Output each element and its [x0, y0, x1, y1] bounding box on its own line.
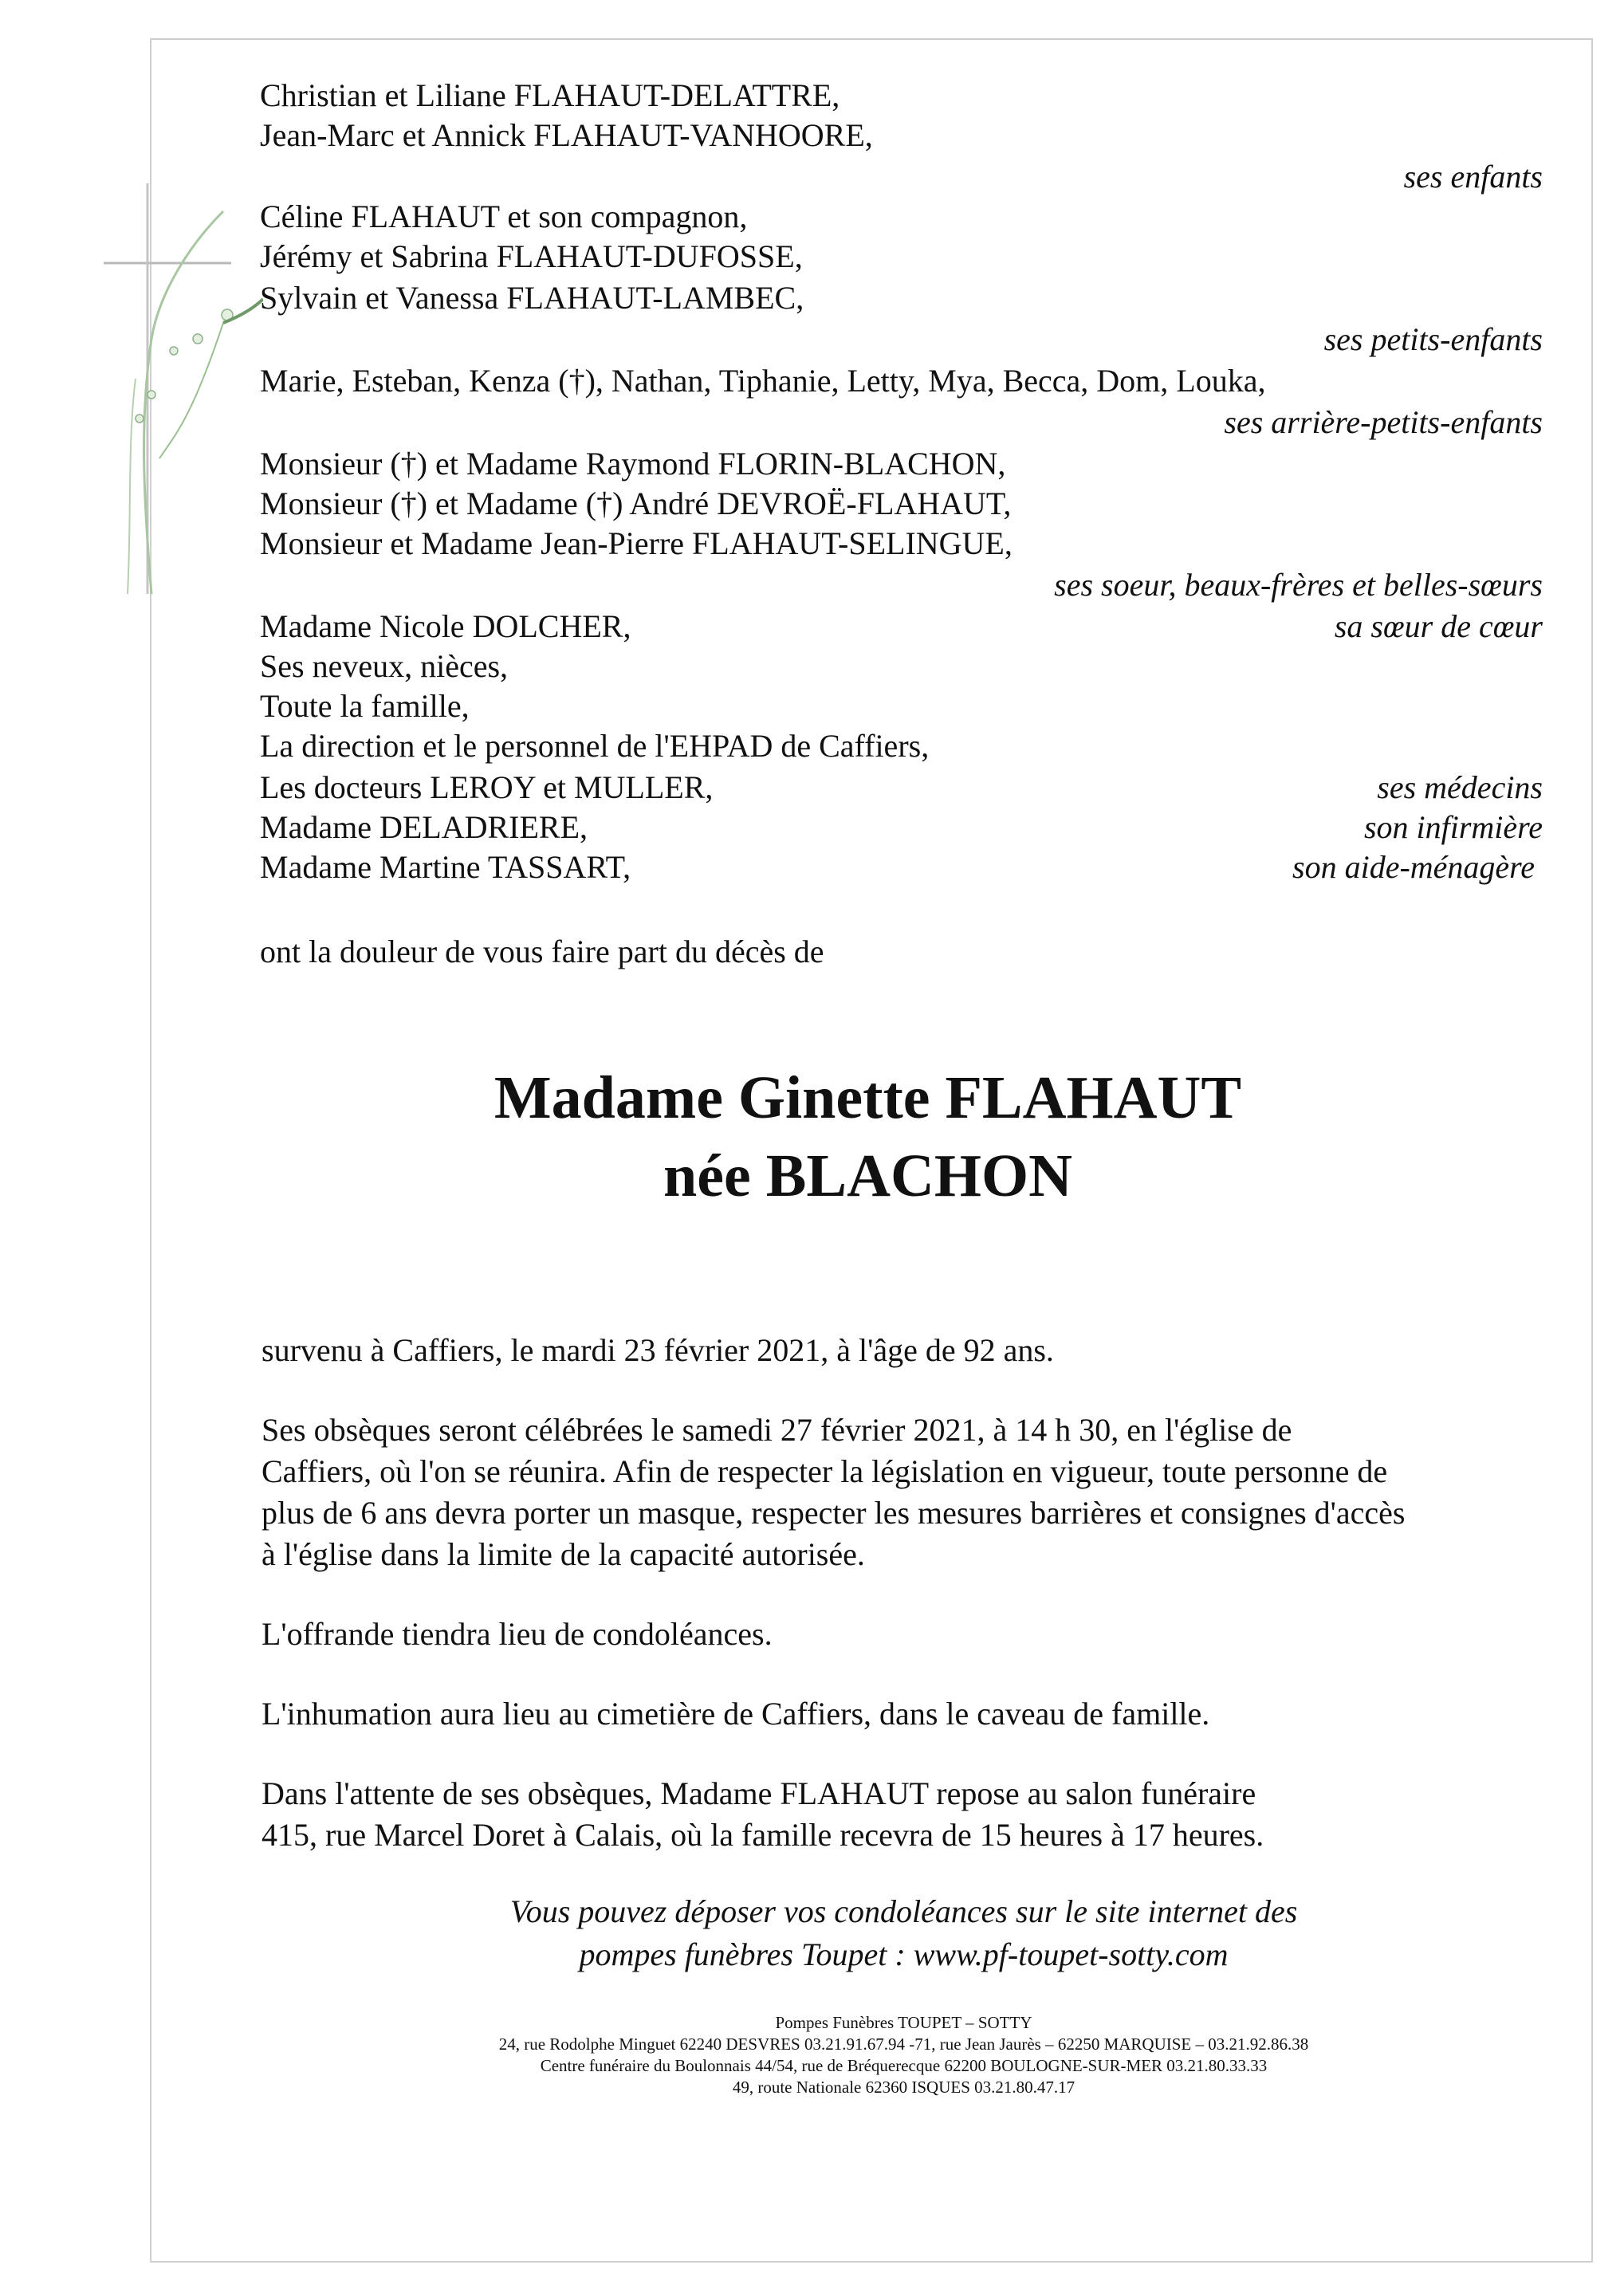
condolences-line-2: pompes funèbres Toupet : www.pf-toupet-sotty.com — [579, 1936, 1229, 1972]
ehpad-staff: La direction et le personnel de l'EHPAD de Caffiers, — [260, 728, 930, 764]
nurse: Madame DELADRIERE, — [260, 809, 588, 845]
deceased-name: Madame Ginette FLAHAUT — [493, 1064, 1242, 1131]
deceased-maiden-name: née BLACHON — [663, 1142, 1072, 1209]
helper: Madame Martine TASSART, — [260, 849, 631, 885]
rest-line-1: Dans l'attente de ses obsèques, Madame FLAHAUT repose au salon funéraire — [261, 1775, 1256, 1811]
great-grandchildren: Marie, Esteban, Kenza (†), Nathan, Tiphanie, Letty, Mya, Becca, Dom, Louka, — [260, 363, 1266, 399]
footer-address-1: 24, rue Rodolphe Minguet 62240 DESVRES 03.21.91.67.94 -71, rue Jean Jaurès – 62250 MARQUISE – 03.21.92.86.38 — [498, 2035, 1309, 2054]
rest-line-2: 415, rue Marcel Doret à Calais, où la famille recevra de 15 heures à 17 heures. — [261, 1817, 1264, 1853]
burial: L'inhumation aura lieu au cimetière de Caffiers, dans le caveau de famille. — [261, 1696, 1210, 1732]
funeral-line-4: à l'église dans la limite de la capacité autorisée. — [261, 1536, 865, 1572]
doctors-role: ses médecins — [1377, 769, 1543, 805]
offering: L'offrande tiendra lieu de condoléances. — [261, 1616, 773, 1652]
nephews-nieces: Ses neveux, nièces, — [260, 648, 509, 684]
death-info: survenu à Caffiers, le mardi 23 février 2021, à l'âge de 92 ans. — [261, 1332, 1054, 1368]
grandchild-1: Céline FLAHAUT et son compagnon, — [260, 199, 748, 234]
footer-address-2: Centre funéraire du Boulonnais 44/54, rue de Bréquerecque 62200 BOULOGNE-SUR-MER 03.21.80.33.33 — [540, 2056, 1268, 2075]
cross-flower-icon — [104, 179, 263, 594]
helper-role: son aide-ménagère — [1292, 849, 1535, 885]
footer-company: Pompes Funèbres TOUPET – SOTTY — [775, 2013, 1032, 2032]
sibling-1: Monsieur (†) et Madame Raymond FLORIN-BLACHON, — [260, 446, 1006, 482]
great-grandchildren-role: ses arrière-petits-enfants — [1224, 404, 1543, 440]
children-role: ses enfants — [1403, 159, 1543, 195]
sibling-2: Monsieur (†) et Madame (†) André DEVROË-FLAHAUT, — [260, 486, 1012, 521]
grandchild-3: Sylvain et Vanessa FLAHAUT-LAMBEC, — [260, 280, 804, 316]
condolences-line-1: Vous pouvez déposer vos condoléances sur le site internet des — [509, 1893, 1298, 1929]
grandchild-2: Jérémy et Sabrina FLAHAUT-DUFOSSE, — [260, 238, 803, 274]
announcement: ont la douleur de vous faire part du décès de — [260, 934, 824, 969]
whole-family: Toute la famille, — [260, 688, 470, 724]
child-1: Christian et Liliane FLAHAUT-DELATTRE, — [260, 77, 840, 113]
funeral-line-2: Caffiers, où l'on se réunira. Afin de respecter la législation en vigueur, toute personne de — [261, 1453, 1388, 1489]
funeral-line-3: plus de 6 ans devra porter un masque, respecter les mesures barrières et consignes d'accès — [261, 1495, 1406, 1531]
heart-sister: Madame Nicole DOLCHER, — [260, 608, 631, 644]
funeral-line-1: Ses obsèques seront célébrées le samedi 27 février 2021, à 14 h 30, en l'église de — [261, 1412, 1292, 1448]
heart-sister-role: sa sœur de cœur — [1334, 608, 1543, 644]
footer-address-3: 49, route Nationale 62360 ISQUES 03.21.80.47.17 — [732, 2078, 1075, 2097]
siblings-role: ses soeur, beaux-frères et belles-sœurs — [1054, 567, 1543, 603]
doctors: Les docteurs LEROY et MULLER, — [260, 769, 714, 805]
sibling-3: Monsieur et Madame Jean-Pierre FLAHAUT-SELINGUE, — [260, 525, 1013, 561]
child-2: Jean-Marc et Annick FLAHAUT-VANHOORE, — [260, 117, 873, 153]
grandchildren-role: ses petits-enfants — [1323, 321, 1543, 357]
nurse-role: son infirmière — [1363, 809, 1543, 845]
